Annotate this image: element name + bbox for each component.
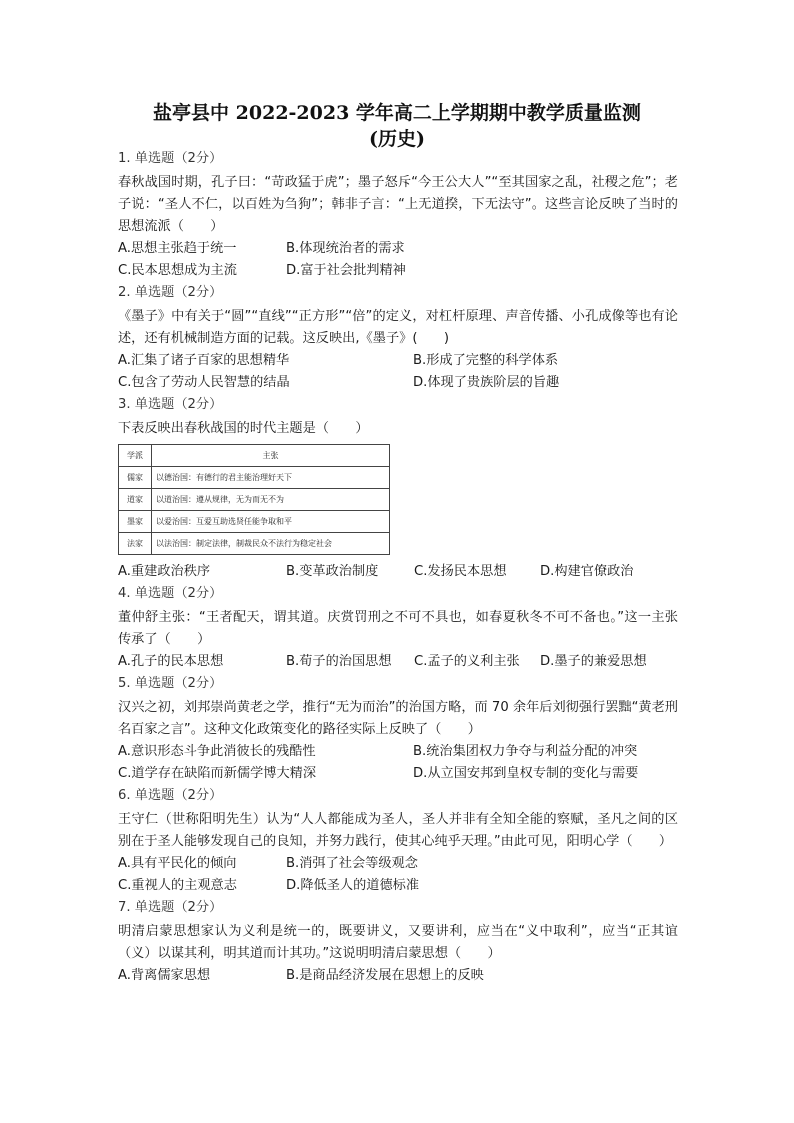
question-stem: 下表反映出春秋战国的时代主题是（ ）	[118, 421, 369, 436]
table-row	[119, 511, 390, 533]
question-stem: 春秋战国时期，孔子曰：“苛政猛于虎”；墨子怒斥“今王公大人”“至其国家之乱，社稷之危”；老子说：“圣人不仁，以百姓为刍狗”；韩非子言：“上无道揆，下无法守”。这些言论反映了当时的思想流派（ ）	[118, 175, 678, 234]
option-c[interactable]: C.孟子的义利主张	[414, 654, 520, 669]
table-cell: 以法治国：制定法律，制裁民众不法行为稳定社会	[152, 533, 390, 555]
table-header-row	[119, 445, 390, 467]
option-b[interactable]: B.形成了完整的科学体系	[413, 353, 559, 368]
table-cell: 道家	[119, 489, 152, 511]
question-stem: 明清启蒙思想家认为义利是统一的，既要讲义，又要讲利，应当在“义中取利”，应当“正其谊（义）以谋其利，明其道而计其功。”这说明明清启蒙思想（ ）	[118, 924, 678, 961]
question-stem: 《墨子》中有关于“圆”“直线”“正方形”“倍”的定义，对杠杆原理、声音传播、小孔成像等也有论述，还有机械制造方面的记载。这反映出,《墨子》( )	[118, 309, 678, 346]
question-header: 3. 单选题（2分）	[118, 397, 223, 412]
option-b[interactable]: B.变革政治制度	[286, 564, 379, 579]
table-header-cell: 主张	[152, 445, 390, 467]
question-header: 4. 单选题（2分）	[118, 586, 223, 601]
option-d[interactable]: D.构建官僚政治	[540, 564, 634, 579]
exam-subject: (历史)	[369, 128, 425, 150]
option-a[interactable]: A.孔子的民本思想	[118, 654, 224, 669]
question-5	[118, 673, 678, 785]
question-4	[118, 583, 678, 673]
table-row	[119, 489, 390, 511]
option-a[interactable]: A.背离儒家思想	[118, 968, 211, 983]
option-c[interactable]: C.重视人的主观意志	[118, 878, 237, 893]
option-d[interactable]: D.降低圣人的道德标准	[286, 878, 420, 893]
question-1	[118, 148, 678, 282]
table-cell: 法家	[119, 533, 152, 555]
option-a[interactable]: A.思想主张趋于统一	[118, 241, 237, 256]
question-header: 2. 单选题（2分）	[118, 285, 223, 300]
question-stem: 王守仁（世称阳明先生）认为“人人都能成为圣人，圣人并非有全知全能的察赋，圣凡之间的区别在于圣人能够发现自己的良知，并努力践行，使其心纯乎天理。”由此可见，阳明心学（ ）	[118, 812, 678, 849]
question-list	[118, 148, 678, 987]
option-c[interactable]: C.包含了劳动人民智慧的结晶	[118, 375, 290, 390]
option-b[interactable]: B.体现统治者的需求	[286, 241, 405, 256]
option-a[interactable]: A.重建政治秩序	[118, 564, 211, 579]
question-3	[118, 394, 678, 583]
option-a[interactable]: A.意识形态斗争此消彼长的残酷性	[118, 744, 316, 759]
option-b[interactable]: B.荀子的治国思想	[286, 654, 392, 669]
question-2	[118, 282, 678, 394]
question-header: 5. 单选题（2分）	[118, 676, 223, 691]
option-c[interactable]: C.民本思想成为主流	[118, 263, 237, 278]
question-6	[118, 785, 678, 897]
option-c[interactable]: C.发扬民本思想	[414, 564, 507, 579]
question-stem: 董仲舒主张：“王者配天，谓其道。庆赏罚刑之不可不具也，如春夏秋冬不可不备也。”这一主张传承了（ ）	[118, 610, 678, 647]
table-row	[119, 533, 390, 555]
option-b[interactable]: B.是商品经济发展在思想上的反映	[286, 968, 484, 983]
table-cell: 以道治国：遵从规律，无为而无不为	[152, 489, 390, 511]
table-cell: 以德治国：有德行的君主能治理好天下	[152, 467, 390, 489]
option-d[interactable]: D.墨子的兼爱思想	[540, 654, 647, 669]
option-d[interactable]: D.体现了贵族阶层的旨趣	[413, 375, 560, 390]
option-d[interactable]: D.从立国安邦到皇权专制的变化与需要	[413, 766, 639, 781]
question-header: 7. 单选题（2分）	[118, 900, 223, 915]
option-c[interactable]: C.道学存在缺陷而新儒学博大精深	[118, 766, 317, 781]
option-b[interactable]: B.消弭了社会等级观念	[286, 856, 418, 871]
question-header: 6. 单选题（2分）	[118, 788, 223, 803]
option-b[interactable]: B.统治集团权力争夺与利益分配的冲突	[413, 744, 638, 759]
question-7	[118, 897, 678, 987]
table-cell: 以爱治国：互爱互助选贤任能争取和平	[152, 511, 390, 533]
exam-title: 盐亭县中 2022-2023 学年高二上学期期中教学质量监测	[153, 102, 641, 124]
table-cell: 儒家	[119, 467, 152, 489]
schools-table	[118, 444, 390, 555]
option-d[interactable]: D.富于社会批判精神	[286, 263, 406, 278]
question-stem: 汉兴之初，刘邦崇尚黄老之学，推行“无为而治”的治国方略，而 70 余年后刘彻强行罢黜“黄老刑名百家之言”。这种文化政策变化的路径实际上反映了（ ）	[118, 700, 678, 737]
option-a[interactable]: A.汇集了诸子百家的思想精华	[118, 353, 290, 368]
question-header: 1. 单选题（2分）	[118, 151, 223, 166]
table-row	[119, 467, 390, 489]
table-header-cell: 学派	[119, 445, 152, 467]
option-a[interactable]: A.具有平民化的倾向	[118, 856, 237, 871]
table-cell: 墨家	[119, 511, 152, 533]
